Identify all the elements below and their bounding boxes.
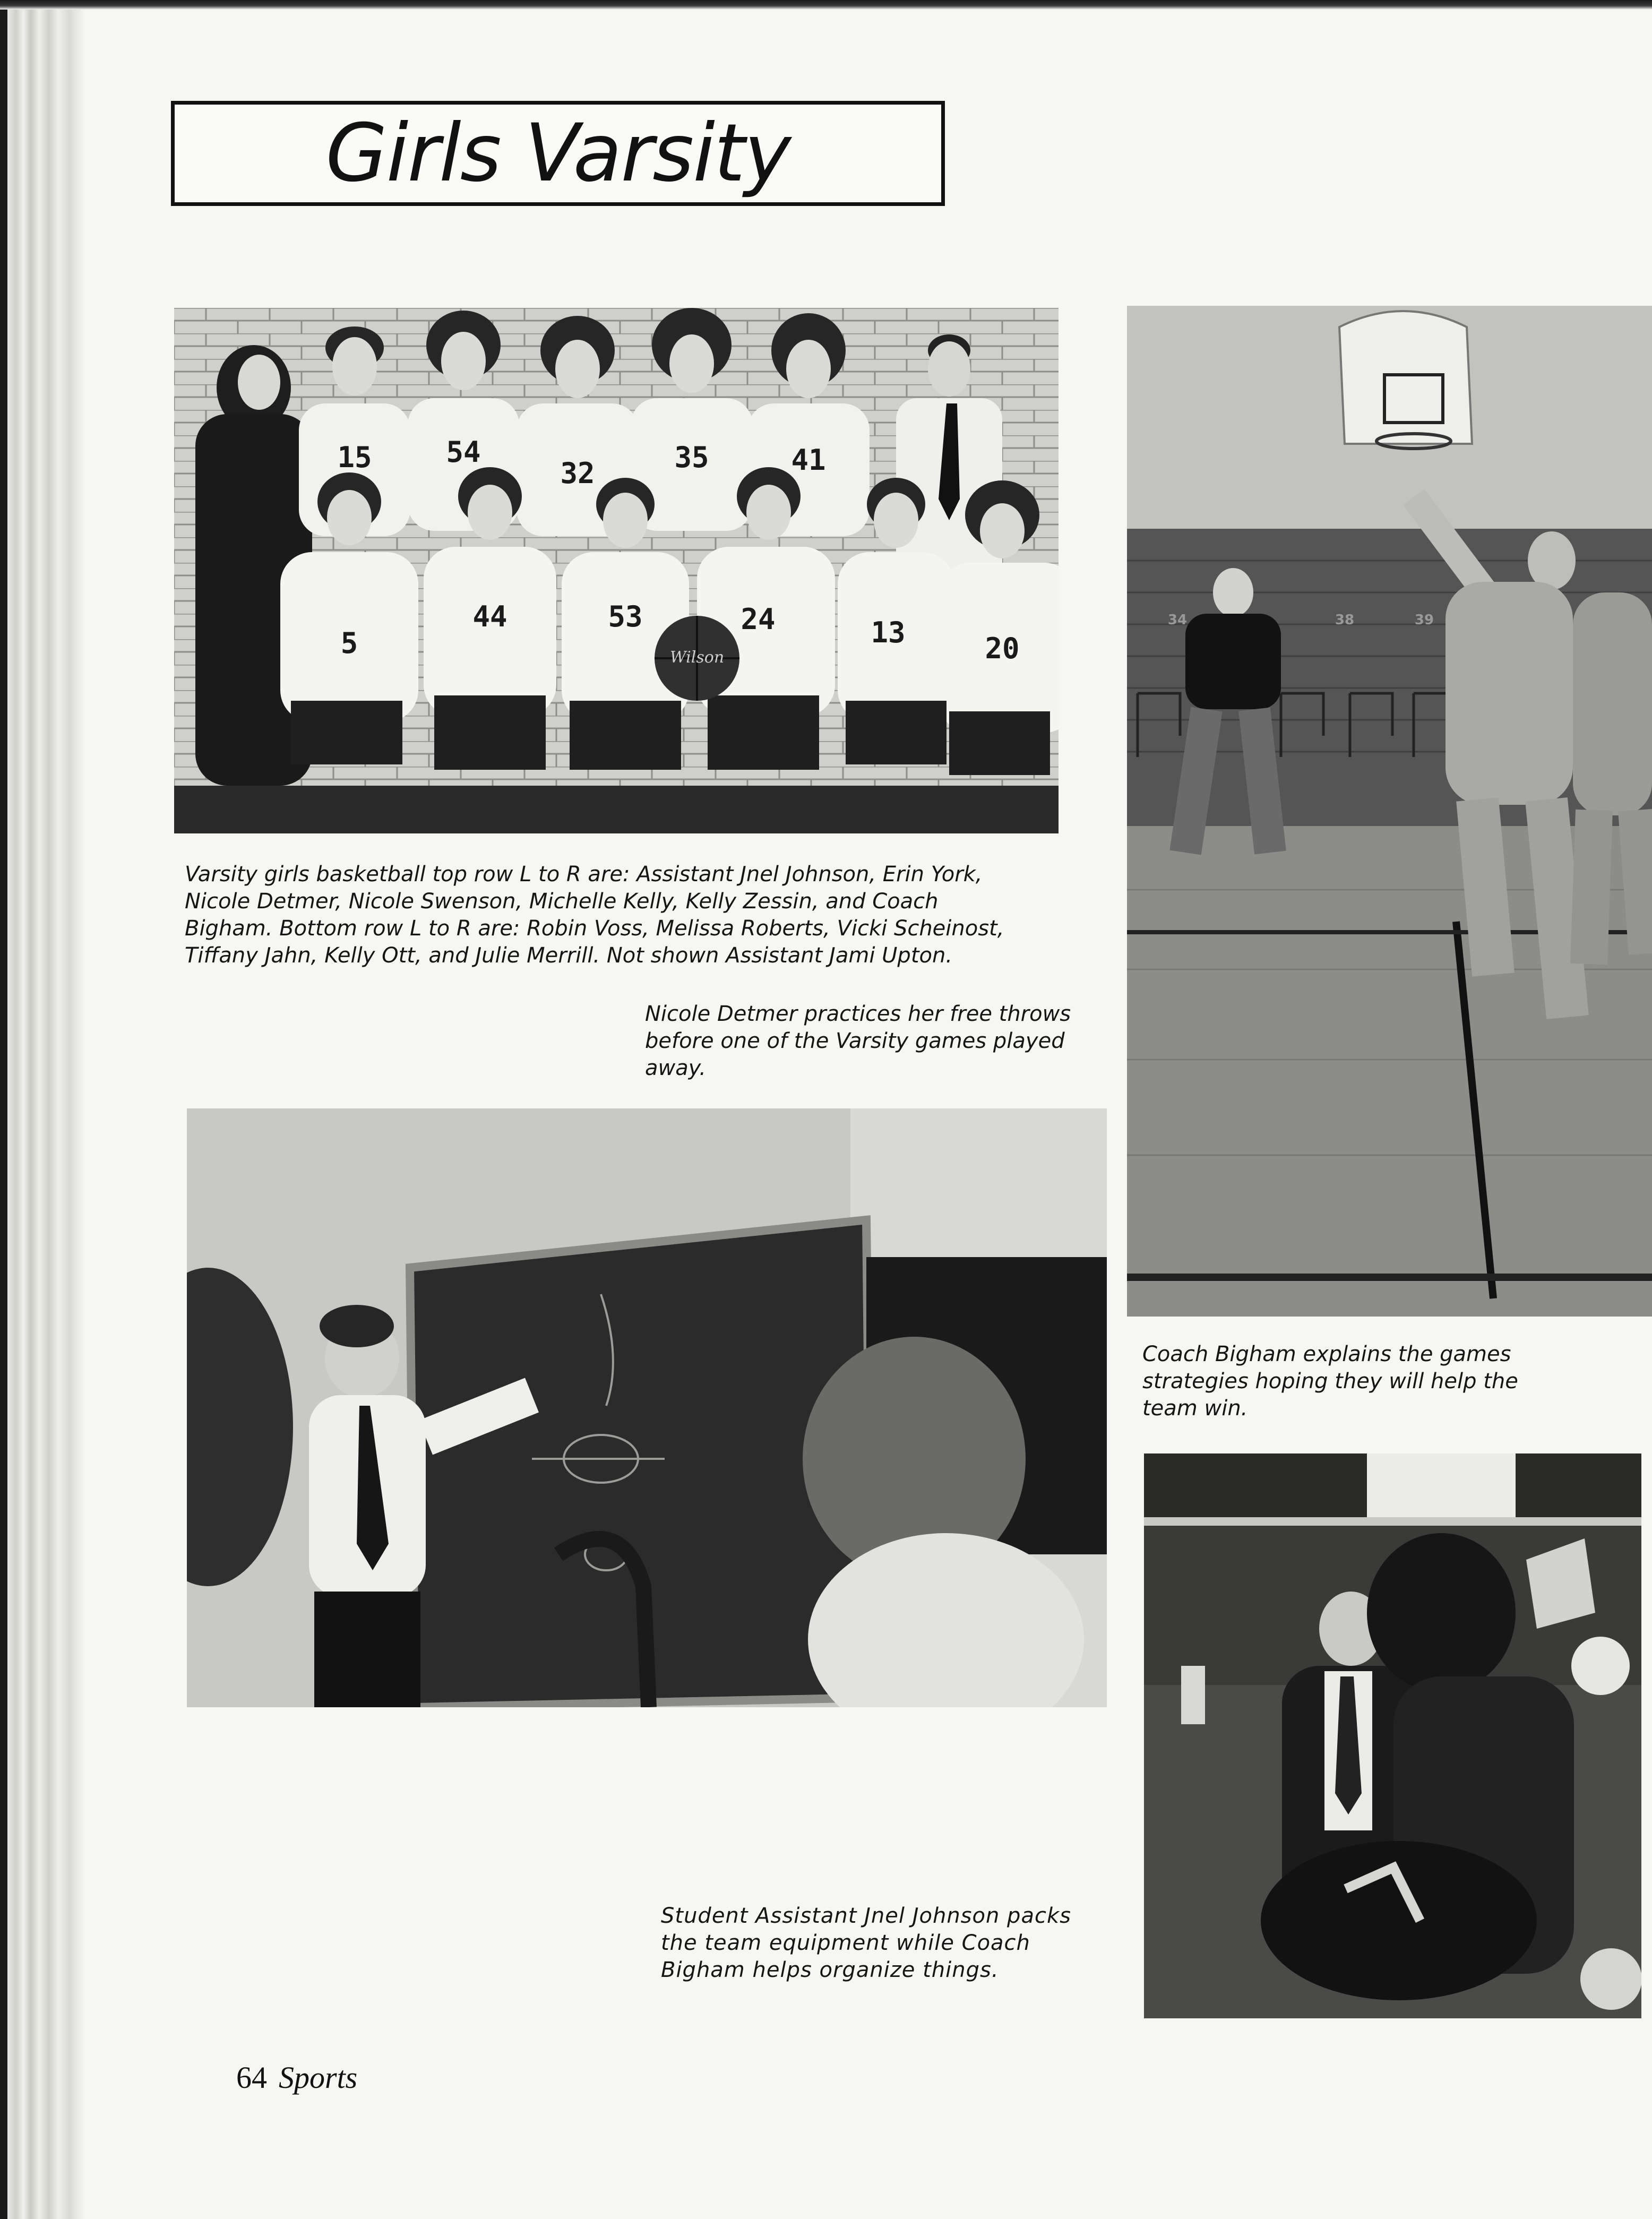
jersey-number: 20 <box>985 632 1020 665</box>
jersey-number: 15 <box>337 441 372 474</box>
team-caption: Varsity girls basketball top row L to R are: Assistant Jnel Johnson, Erin York, Nicole Detmer, Nicole Swenson, Michelle Kelly, Kelly Zessin, and Coach Bigham. Bottom row L to R are: Robin Voss, Melissa Roberts, Vicki Scheinost, Tiffany Jahn, Kelly Ott, and Julie Merrill. Not shown Assistant Jami Upton. <box>185 862 1004 968</box>
team-photo <box>174 308 1059 833</box>
jersey-number: 54 <box>446 435 481 469</box>
equipment-photo <box>1144 1453 1641 2018</box>
wall-number: 34 <box>1167 612 1188 628</box>
top-edge <box>0 0 1652 10</box>
coach-caption: Coach Bigham explains the games strategies hoping they will help the team win. <box>1142 1342 1518 1421</box>
jersey-number: 5 <box>340 626 358 660</box>
free-throw-photo <box>1127 306 1652 1317</box>
jersey-number: 24 <box>741 603 776 636</box>
jersey-number: 44 <box>472 600 507 633</box>
jersey-number: 13 <box>871 616 906 649</box>
page-edges <box>0 0 85 2219</box>
jersey-number: 32 <box>560 457 595 490</box>
jersey-number: 53 <box>608 600 643 633</box>
jersey-number: 35 <box>674 441 709 474</box>
title-box <box>171 101 945 206</box>
jersey-number: 41 <box>791 443 826 477</box>
ball-brand: Wilson <box>669 648 725 667</box>
chalkboard-photo <box>187 1108 1107 1707</box>
folio <box>236 2060 357 2095</box>
equipment-caption: Student Assistant Jnel Johnson packs the team equipment while Coach Bigham helps organize things. <box>661 1904 1071 1982</box>
free-throw-caption: Nicole Detmer practices her free throws before one of the Varsity games played away. <box>645 1002 1071 1080</box>
page-title: Girls Varsity <box>325 107 790 200</box>
page-number: 64 <box>236 2060 267 2095</box>
wall-number: 38 <box>1335 612 1355 628</box>
section-name: Sports <box>279 2060 358 2095</box>
wall-number: 39 <box>1414 612 1434 628</box>
